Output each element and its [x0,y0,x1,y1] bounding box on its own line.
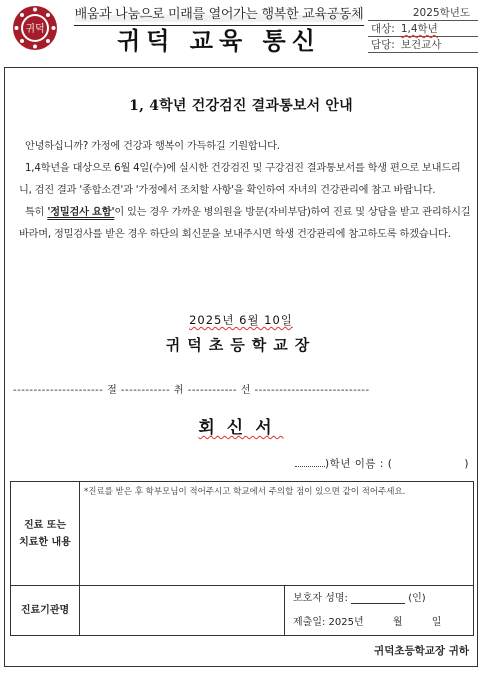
guardian-name-field[interactable] [351,592,405,604]
school-emblem-icon [12,5,58,51]
newsletter-info [368,5,478,53]
signature-area [285,586,474,636]
grade-blank[interactable] [295,466,325,467]
school-principal: 귀덕초등학교장 [165,336,317,354]
notice-title: 1, 4학년 건강검진 결과통보서 안내 [129,98,353,114]
clinic-label: 진료기관명 [11,586,80,636]
greeting-paragraph: 안녕하십니까? 가정에 건강과 행복이 가득하길 기원합니다. [25,141,280,152]
contact-row: 담당: 보건교사 [368,37,478,53]
submit-date-row: 제출일: 2025년 월 일 [293,616,442,628]
student-name-line: )학년 이름 : ( ) [295,456,469,471]
newsletter-title: 귀덕 교육 통신 [117,27,321,55]
emblem-text: 귀덕 [25,24,45,35]
result-paragraph: 1,4학년을 대상으로 6월 4일(수)에 실시한 건강검진 및 구강검진 결과통보서를 학생 편으로 보내드리니, 검진 결과 '종합소견'과 '가정에서 조치할 사항'을 확인하여 자녀의 건강관리에 참고 바랍니다. [19,163,461,196]
reply-title: 회신서 [198,418,284,438]
target-row: 대상: 1,4학년 [368,21,478,37]
notice-frame [4,67,478,667]
guardian-row: 보호자 성명: (인) [293,592,426,604]
notice-body [19,136,471,246]
treatment-content-field[interactable] [80,482,474,586]
addressee: 귀덕초등학교장 귀하 [374,645,469,657]
newsletter-header [4,3,478,55]
school-motto: 배움과 나눔으로 미래를 열어가는 행복한 교육공동체 [74,5,364,26]
followup-paragraph: 특히 '정밀검사 요함'이 있는 경우 가까운 병의원을 방문(자비부담)하여 진료 및 상담을 받고 관리하시길 바라며, 정밀검사를 받은 경우 하단의 회신문을 보내주시면 학생 건강관리에 참고하도록 하겠습니다. [19,207,471,240]
treatment-instruction: *진료를 받은 후 학부모님이 적어주시고 학교에서 주의할 점이 있으면 같이 적어주세요. [84,487,406,497]
treatment-label: 진료 또는 치료한 내용 [11,482,80,586]
cut-line: ---------------------- 절 ------------ 취 ------------ 선 ---------------------------- [13,385,370,396]
notice-date: 2025년 6월 10일 [189,313,293,327]
reply-form [10,481,474,636]
school-year: 2025학년도 [368,5,478,21]
detailed-exam-highlight: '정밀검사 요함' [47,207,115,218]
clinic-name-field[interactable] [80,586,285,636]
